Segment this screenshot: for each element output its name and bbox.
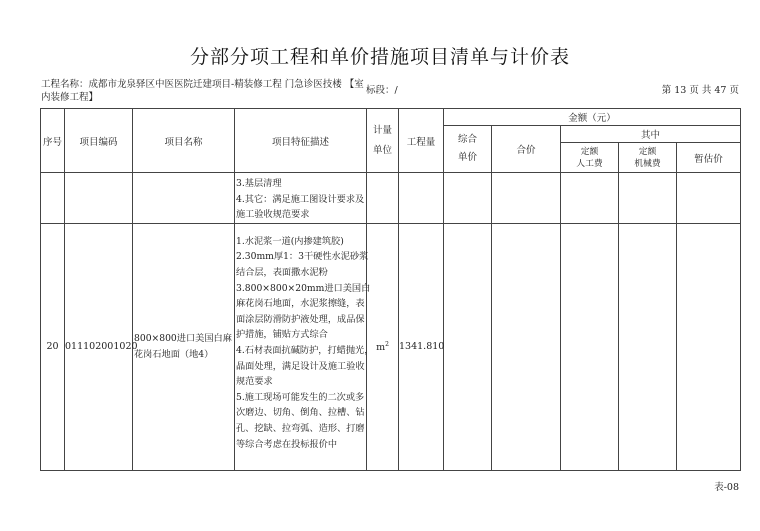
unit-superscript: 2 — [385, 340, 389, 348]
row-unit — [367, 173, 399, 224]
row-qty: 1341.810 — [399, 223, 444, 470]
row-code — [65, 173, 133, 224]
row-code: 011102001020 — [65, 223, 133, 470]
desc-line: 次磨边、切角、倒角、拉槽、钻 — [236, 407, 365, 419]
desc-line: 规范要求 — [236, 376, 273, 388]
project-name: 工程名称：成都市龙泉驿区中医医院迁建项目-精装修工程 门急诊医技楼 【室内装修工程】 — [41, 79, 364, 103]
form-number: 表-08 — [714, 482, 739, 493]
desc-line: 2.30mm厚1：3干硬性水泥砂浆 — [236, 251, 369, 263]
row-seq — [41, 173, 65, 224]
desc-line: 孔、挖缺、拉弯弧、造形、打磨 — [236, 422, 365, 434]
header-amount: 金额（元） — [444, 109, 741, 126]
desc-line: 4.其它：满足施工图设计要求及 — [236, 193, 365, 205]
desc-line: 4.石材表面抗碱防护，打蜡抛光， — [236, 344, 374, 356]
header-desc: 项目特征描述 — [235, 109, 367, 173]
table-row — [41, 223, 741, 470]
header-qty: 工程量 — [399, 109, 444, 173]
row-desc — [235, 173, 367, 224]
header-name: 项目名称 — [133, 109, 235, 173]
header-unit-price: 综合 单价 — [444, 126, 492, 173]
desc-line: 护措施，铺贴方式综合 — [236, 329, 328, 341]
row-qty — [399, 173, 444, 224]
desc-line: 等综合考虑在投标报价中 — [236, 438, 338, 450]
unit-text: m — [376, 341, 386, 353]
desc-line: 1.水泥浆一道(内掺建筑胶) — [236, 235, 344, 247]
header-machine: 定额 机械费 — [619, 143, 677, 173]
row-name — [133, 173, 235, 224]
desc-line: 施工验收规范要求 — [236, 209, 310, 221]
desc-line: 晶面处理，满足设计及施工验收 — [236, 360, 365, 372]
header-provisional: 暂估价 — [677, 143, 741, 173]
desc-line: 3.基层清理 — [236, 178, 282, 189]
header-seq: 序号 — [41, 109, 65, 173]
header-total: 合价 — [492, 126, 561, 173]
section-label: 标段：/ — [366, 85, 398, 96]
header-code: 项目编码 — [65, 109, 133, 173]
desc-line: 麻花岗石地面，水泥浆擦缝，表 — [236, 298, 365, 310]
desc-line: 5.施工现场可能发生的二次或多 — [236, 391, 365, 403]
bill-of-quantities-table — [40, 108, 741, 471]
row-seq: 20 — [41, 223, 65, 470]
desc-line: 3.800×800×20mm进口美国白 — [236, 282, 371, 294]
desc-line: 面涂层防滑防护液处理，成品保 — [236, 313, 365, 325]
table-row — [41, 173, 741, 224]
desc-line: 结合层，表面撒水泥粉 — [236, 266, 328, 278]
page-number: 第 13 页 共 47 页 — [661, 85, 739, 96]
row-name: 800×800进口美国白麻花岗石地面（地4） — [133, 223, 235, 470]
header-labor: 定额 人工费 — [561, 143, 619, 173]
header-of-which: 其中 — [561, 126, 741, 143]
page-title: 分部分项工程和单价措施项目清单与计价表 — [189, 46, 570, 68]
row-desc — [235, 223, 374, 470]
header-unit: 计量 单位 — [367, 109, 399, 173]
